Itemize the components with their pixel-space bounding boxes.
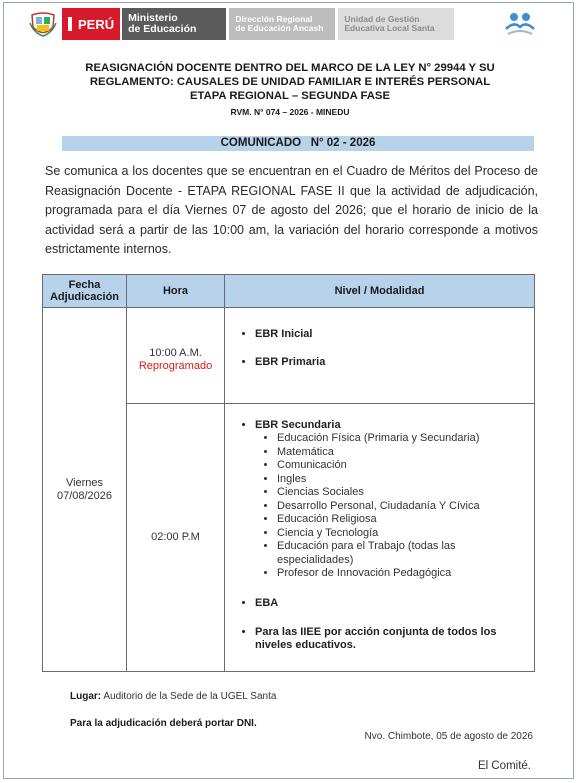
document-title (40, 61, 540, 103)
date-value: 07/08/2026 (56, 489, 113, 502)
resolution-number: RVM. N° 074 – 2026 - MINEDU (230, 107, 350, 117)
list-item: • EBR Inicial (255, 328, 534, 341)
table-row (43, 308, 535, 404)
ministry-line2: de Educación (128, 23, 197, 35)
issue-date: Nvo. Chimbote, 05 de agosto de 2026 (364, 731, 533, 742)
title-line3: ETAPA REGIONAL – SEGUNDA FASE (189, 90, 391, 102)
communique-heading (62, 136, 534, 151)
venue (70, 691, 276, 702)
coat-of-arms-icon (26, 8, 60, 40)
ugel-logo (338, 8, 454, 40)
dre-logo (229, 8, 335, 40)
levels-cell-afternoon (225, 404, 535, 672)
date-weekday: Viernes (65, 476, 104, 489)
communique-label: COMUNICADO N° 02 - 2026 (220, 137, 376, 149)
rescheduled-note: Reprogramado (138, 359, 213, 372)
venue-label: Lugar: (70, 691, 102, 702)
list-item (255, 419, 534, 581)
header-hour: Hora (127, 275, 225, 308)
area-list (255, 432, 534, 581)
list-item: • Matemática (277, 446, 534, 460)
levels-list-morning (225, 328, 534, 369)
list-item: • Educación Física (Primaria y Secundaria) (277, 432, 534, 446)
venue-value: Auditorio de la Sede de la UGEL Santa (101, 691, 277, 702)
hour-afternoon: 02:00 P.M (151, 531, 200, 543)
ugel-line1: Unidad de Gestión (344, 13, 420, 24)
dre-line1: Dirección Regional (235, 13, 313, 24)
ministry-logo (122, 8, 226, 40)
list-item: • EBA (255, 597, 534, 610)
levels-list-afternoon (225, 419, 534, 652)
list-item: • EBR Primaria (255, 356, 534, 369)
dre-line2: de Educación Ancash (235, 23, 324, 33)
signature: El Comité. (477, 760, 531, 772)
header-date-line2: Adjudicación (49, 291, 120, 303)
list-item: • Ingles (277, 473, 534, 487)
dni-note: Para la adjudicación deberá portar DNI. (70, 718, 257, 729)
hour-morning: 10:00 A.M. (149, 346, 202, 359)
peru-label: PERÚ (78, 16, 115, 32)
title-line1: REASIGNACIÓN DOCENTE DENTRO DEL MARCO DE LA LEY N° 29944 Y SU (85, 62, 495, 74)
hour-cell-morning (127, 308, 225, 404)
header-date (43, 275, 127, 308)
secundaria-label: EBR Secundaria (255, 419, 341, 431)
communique-body: Se comunica a los docentes que se encuentran en el Cuadro de Méritos del Proceso de Reasignación Docente - ETAPA REGIONAL FASE II que la actividad de adjudicación, programada para el día Viernes 07 de agosto del 2026; que el horario de inicio de la actividad será a partir de las 10:00 am, la variación del horario corresponde a motivos estrictamente internos. (45, 164, 538, 256)
header-level: Nivel / Modalidad (225, 275, 535, 308)
hour-cell-afternoon (127, 404, 225, 672)
list-item: • Educación para el Trabajo (todas las especialidades) (277, 540, 534, 567)
list-item: • Desarrollo Personal, Ciudadanía Y Cívica (277, 500, 534, 514)
list-item: • Ciencia y Tecnología (277, 527, 534, 541)
list-item: • Ciencias Sociales (277, 486, 534, 500)
list-item: • Comunicación (277, 459, 534, 473)
peru-logo (62, 8, 120, 40)
ugel-emblem-icon (503, 9, 537, 39)
header-logos (26, 8, 454, 40)
date-cell (43, 308, 127, 672)
title-line2: REGLAMENTO: CAUSALES DE UNIDAD FAMILIAR E INTERÉS PERSONAL (89, 76, 491, 88)
ugel-line2: Educativa Local Santa (344, 23, 435, 33)
schedule-table (42, 274, 535, 672)
list-item: • Para las IIEE por acción conjunta de todos los niveles educativos. (255, 626, 534, 652)
list-item: • Profesor de Innovación Pedagógica (277, 567, 534, 581)
list-item: • Educación Religiosa (277, 513, 534, 527)
header-date-line1: Fecha (68, 279, 101, 291)
table-header-row (43, 275, 535, 308)
levels-cell-morning (225, 308, 535, 404)
ministry-line1: Ministerio (128, 12, 178, 24)
